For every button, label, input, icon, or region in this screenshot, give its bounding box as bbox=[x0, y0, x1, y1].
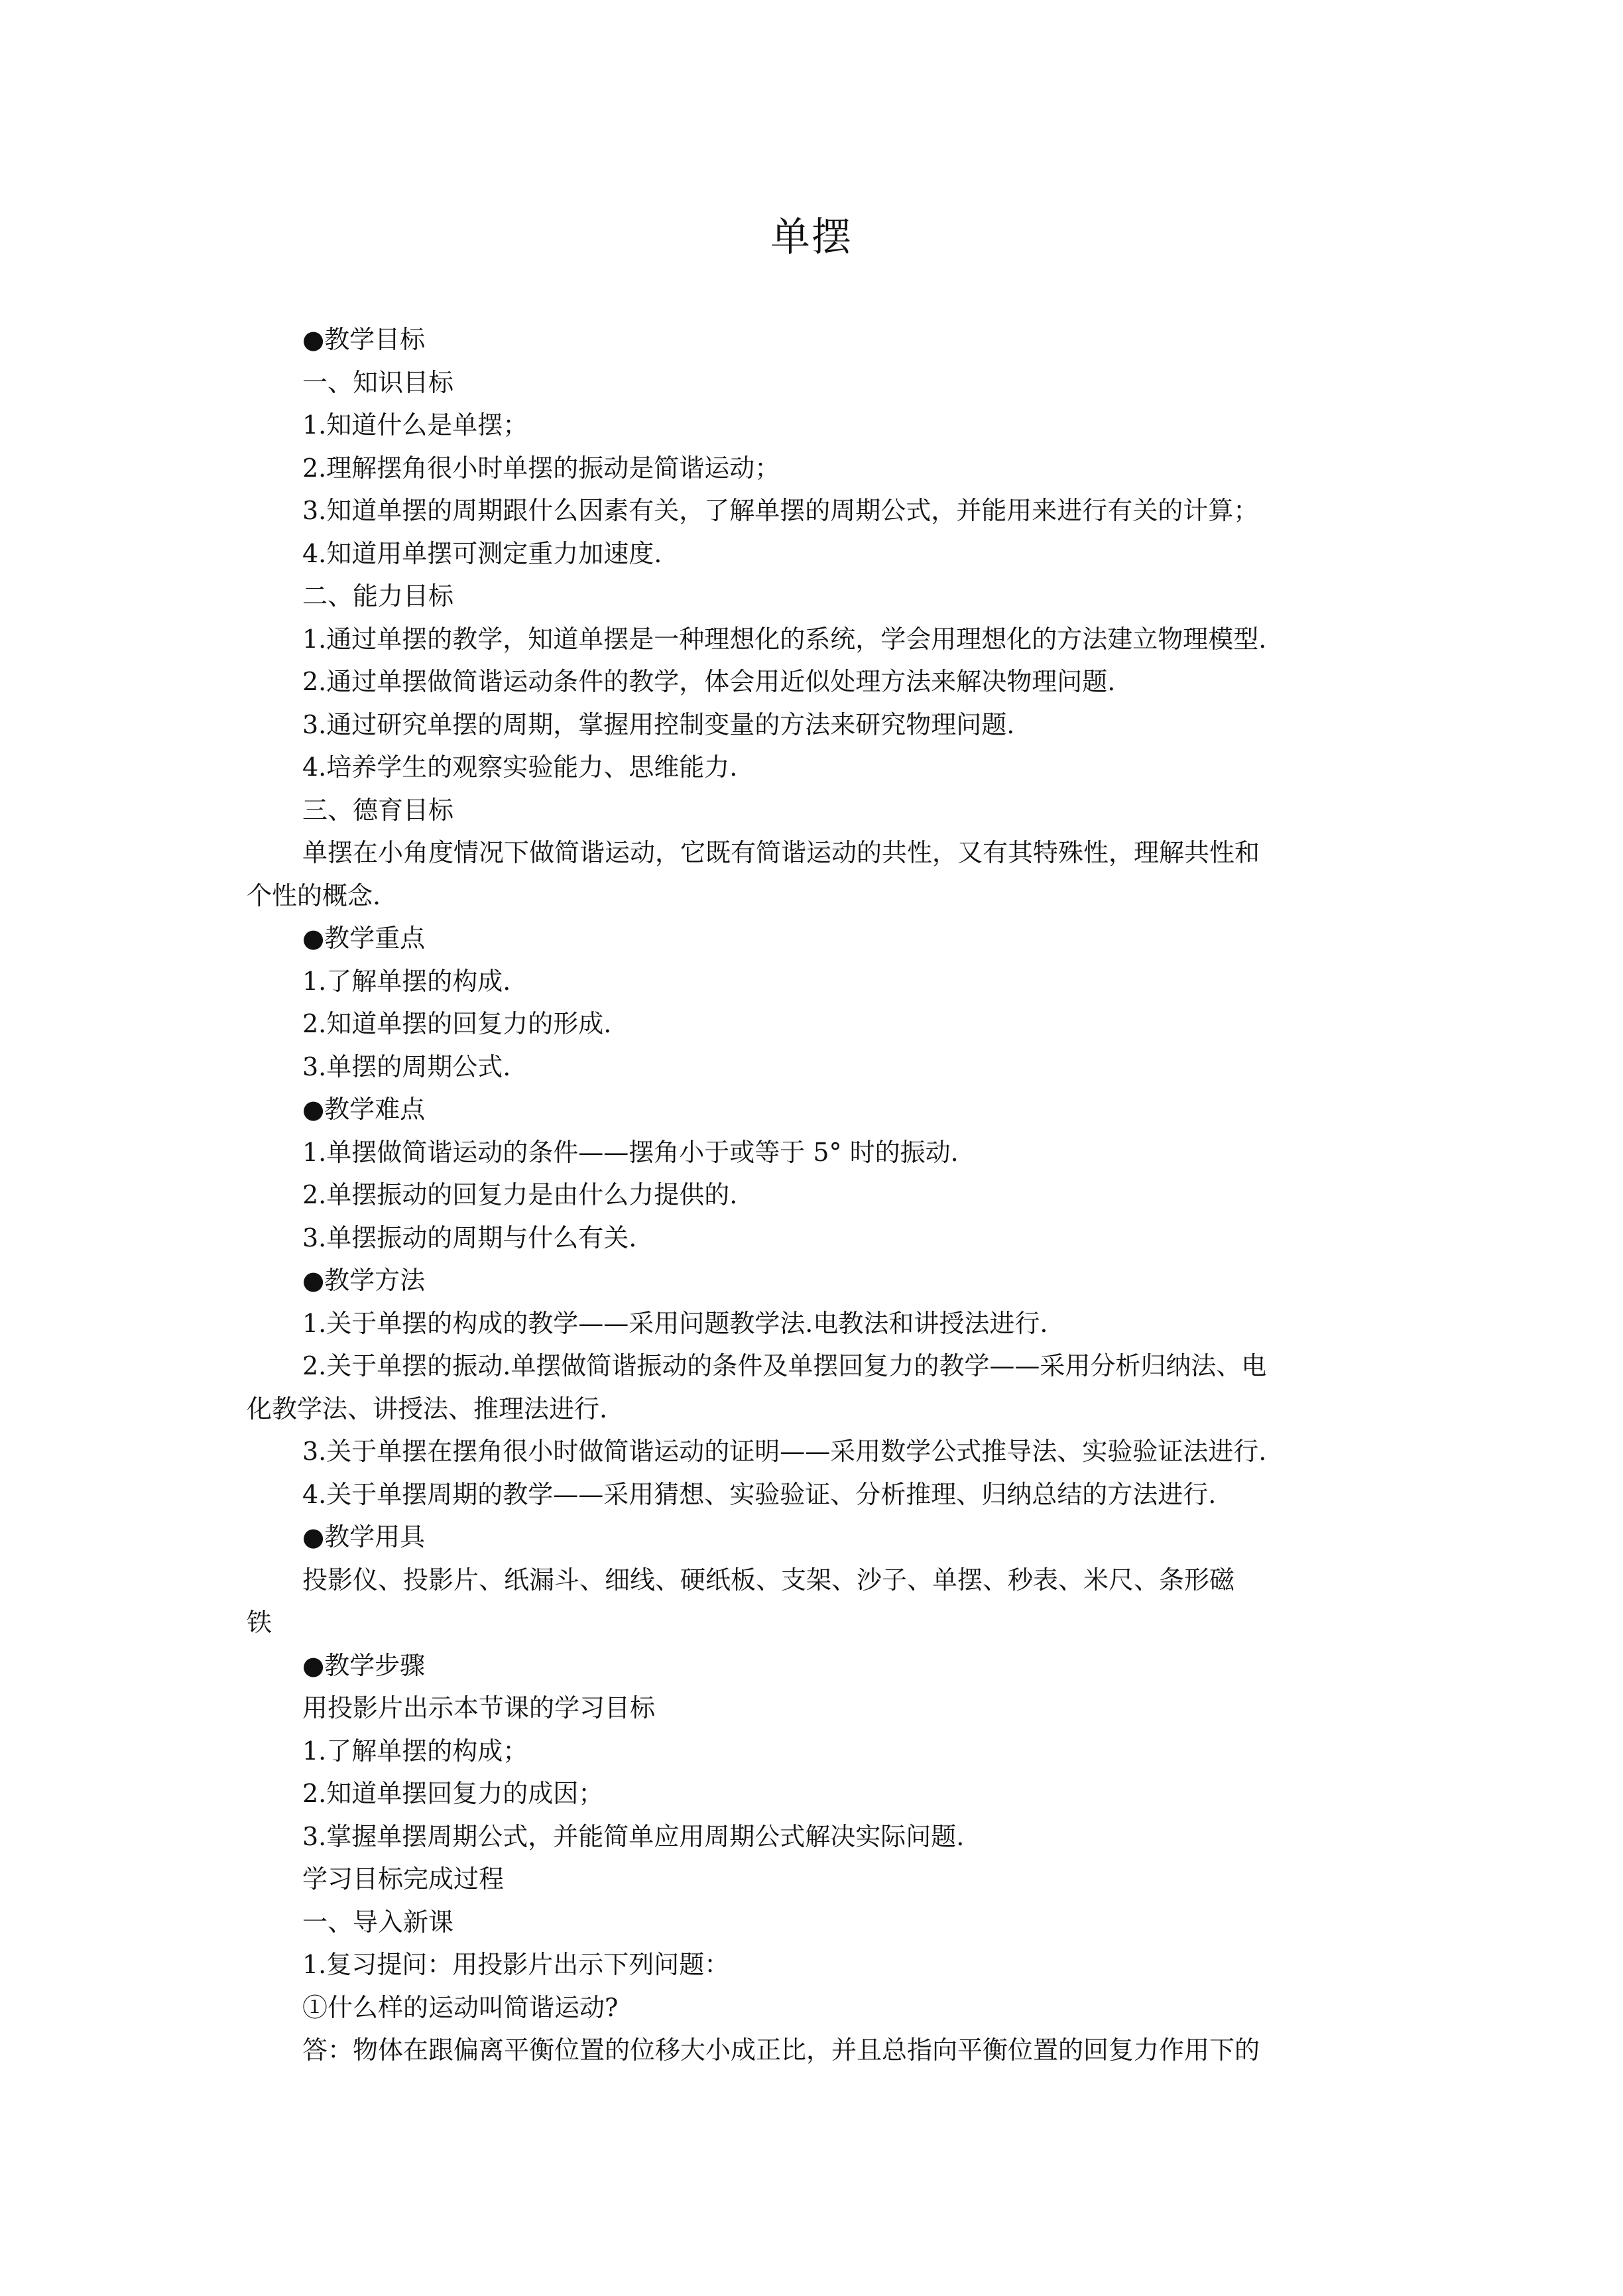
text-line: 2.关于单摆的振动.单摆做简谐振动的条件及单摆回复力的教学——采用分析归纳法、电 bbox=[302, 1351, 1267, 1380]
text-line: ●教学步骤 bbox=[302, 1650, 426, 1680]
text-line: ●教学用具 bbox=[302, 1522, 426, 1551]
text-line: 1.关于单摆的构成的教学——采用问题教学法.电教法和讲授法进行. bbox=[302, 1308, 1048, 1338]
text-line: 1.了解单摆的构成. bbox=[302, 966, 511, 996]
text-line: 2.知道单摆的回复力的形成. bbox=[302, 1009, 612, 1038]
text-line: 1.了解单摆的构成； bbox=[302, 1736, 528, 1766]
text-line: 1.知道什么是单摆； bbox=[302, 410, 528, 440]
text-line: 3.知道单摆的周期跟什么因素有关，了解单摆的周期公式，并能用来进行有关的计算； bbox=[302, 496, 1259, 525]
page-title: 单摆 bbox=[770, 214, 853, 261]
text-line: 4.关于单摆周期的教学——采用猜想、实验验证、分析推理、归纳总结的方法进行. bbox=[302, 1479, 1217, 1509]
text-line: 答：物体在跟偏离平衡位置的位移大小成正比，并且总指向平衡位置的回复力作用下的 bbox=[302, 2035, 1260, 2065]
text-line: 2.知道单摆回复力的成因； bbox=[302, 1779, 604, 1808]
text-line: ①什么样的运动叫简谐运动? bbox=[302, 1992, 619, 2022]
text-line: 3.关于单摆在摆角很小时做简谐运动的证明——采用数学公式推导法、实验验证法进行. bbox=[302, 1437, 1267, 1466]
text-line: 个性的概念. bbox=[247, 880, 381, 910]
text-line: 化教学法、讲授法、推理法进行. bbox=[247, 1394, 608, 1423]
text-line: 1.单摆做简谐运动的条件——摆角小于或等于 5° 时的振动. bbox=[302, 1137, 959, 1167]
text-line: ●教学方法 bbox=[302, 1266, 426, 1295]
text-line: ●教学重点 bbox=[302, 924, 426, 953]
text-line: 一、知识目标 bbox=[302, 367, 454, 397]
text-line: 2.通过单摆做简谐运动条件的教学，体会用近似处理方法来解决物理问题. bbox=[302, 667, 1116, 696]
text-line: 3.掌握单摆周期公式，并能简单应用周期公式解决实际问题. bbox=[302, 1821, 965, 1851]
text-line: 2.单摆振动的回复力是由什么力提供的. bbox=[302, 1180, 738, 1209]
text-line: 4.知道用单摆可测定重力加速度. bbox=[302, 538, 662, 568]
text-line: 3.通过研究单摆的周期，掌握用控制变量的方法来研究物理问题. bbox=[302, 709, 1015, 739]
text-line: 1.通过单摆的教学，知道单摆是一种理想化的系统，学会用理想化的方法建立物理模型. bbox=[302, 624, 1267, 654]
text-line: 用投影片出示本节课的学习目标 bbox=[302, 1693, 656, 1722]
text-line: 2.理解摆角很小时单摆的振动是简谐运动； bbox=[302, 453, 780, 483]
text-line: 一、导入新课 bbox=[302, 1907, 454, 1937]
text-line: 学习目标完成过程 bbox=[302, 1864, 505, 1894]
document-body bbox=[247, 318, 1388, 2072]
text-line: 单摆在小角度情况下做简谐运动，它既有简谐运动的共性，又有其特殊性，理解共性和 bbox=[302, 838, 1260, 867]
text-line: 二、能力目标 bbox=[302, 581, 454, 611]
text-line: ●教学难点 bbox=[302, 1095, 426, 1124]
text-line: 4.培养学生的观察实验能力、思维能力. bbox=[302, 753, 738, 782]
text-line: 投影仪、投影片、纸漏斗、细线、硬纸板、支架、沙子、单摆、秒表、米尺、条形磁 bbox=[302, 1565, 1235, 1595]
text-line: ●教学目标 bbox=[302, 325, 426, 354]
text-line: 3.单摆的周期公式. bbox=[302, 1052, 511, 1081]
text-line: 铁 bbox=[247, 1608, 272, 1637]
text-line: 三、德育目标 bbox=[302, 795, 454, 825]
text-line: 1.复习提问：用投影片出示下列问题： bbox=[302, 1950, 730, 1979]
text-line: 3.单摆振动的周期与什么有关. bbox=[302, 1223, 637, 1252]
